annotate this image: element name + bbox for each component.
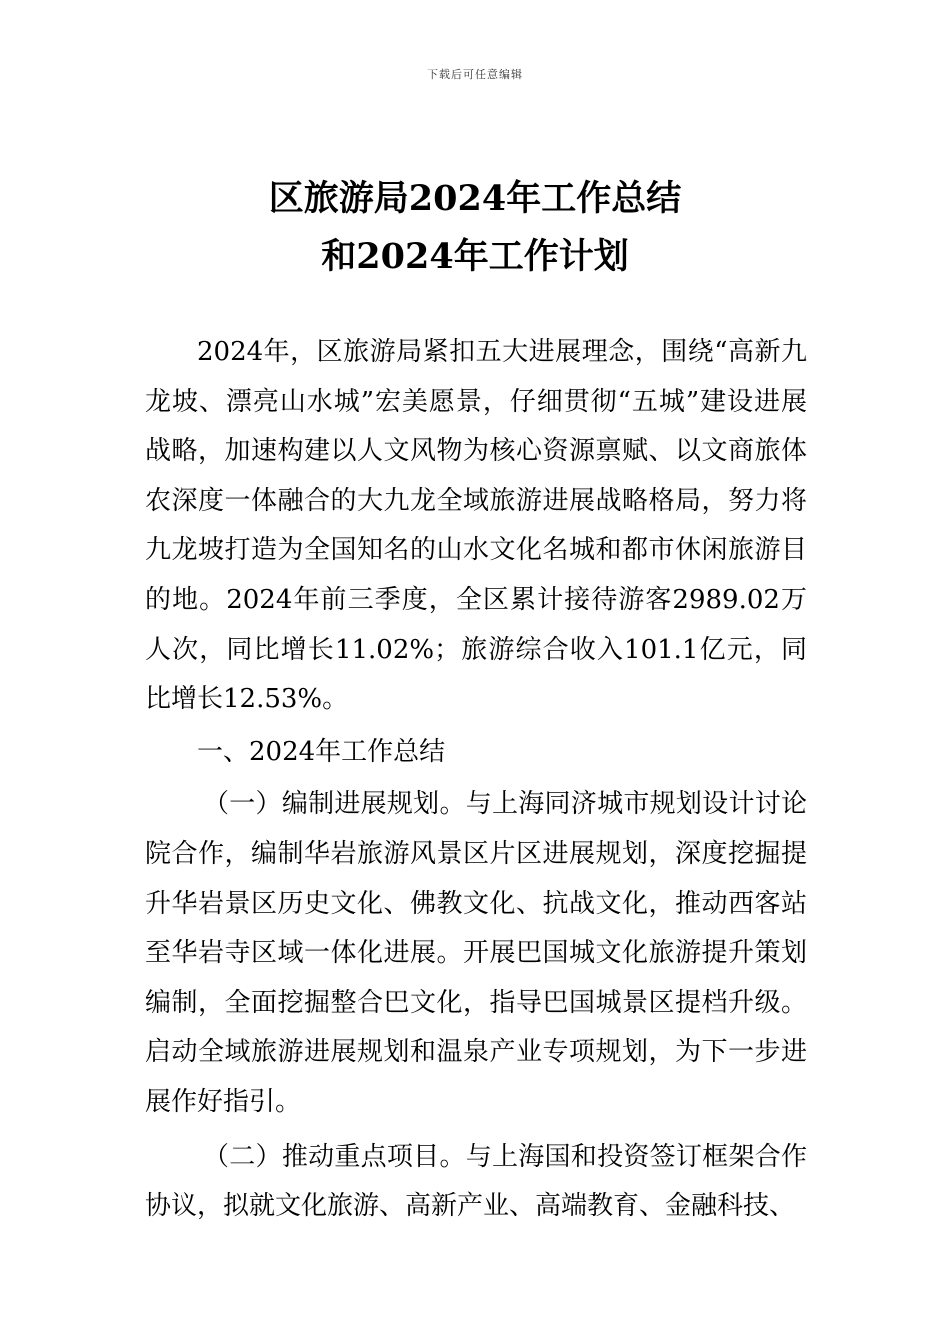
title-line-1: 区旅游局2024年工作总结 [268,178,682,219]
header-note: 下载后可任意编辑 [427,68,523,81]
item-paragraph-1: （一）编制进展规划。与上海同济城市规划设计讨论院合作，编制华岩旅游风景区片区进展规划，深度挖掘提升华岩景区历史文化、佛教文化、抗战文化，推动西客站至华岩寺区域一体化进展。开展巴国城文化旅游提升策划编制，全面挖掘整合巴文化，指导巴国城景区提档升级。启动全域旅游进展规划和温泉产业专项规划，为下一步进展作好指引。 [145,789,807,1117]
document-title [0,170,950,286]
item-paragraph-2: （二）推动重点项目。与上海国和投资签订框架合作协议，拟就文化旅游、高新产业、高端教育、金融科技、 [145,1141,807,1222]
title-line-2: 和2024年工作计划 [321,236,629,277]
intro-paragraph: 2024年，区旅游局紧扣五大进展理念，围绕“高新九龙坡、漂亮山水城”宏美愿景，仔细贯彻“五城”建设进展战略，加速构建以人文风物为核心资源禀赋、以文商旅体农深度一体融合的大九龙全域旅游进展战略格局，努力将九龙坡打造为全国知名的山水文化名城和都市休闲旅游目的地。2024年前三季度，全区累计接待游客2989.02万人次，同比增长11.02%；旅游综合收入101.1亿元，同比增长12.53%。 [145,337,807,715]
document-body [145,328,807,1232]
section-heading: 一、2024年工作总结 [197,736,446,767]
